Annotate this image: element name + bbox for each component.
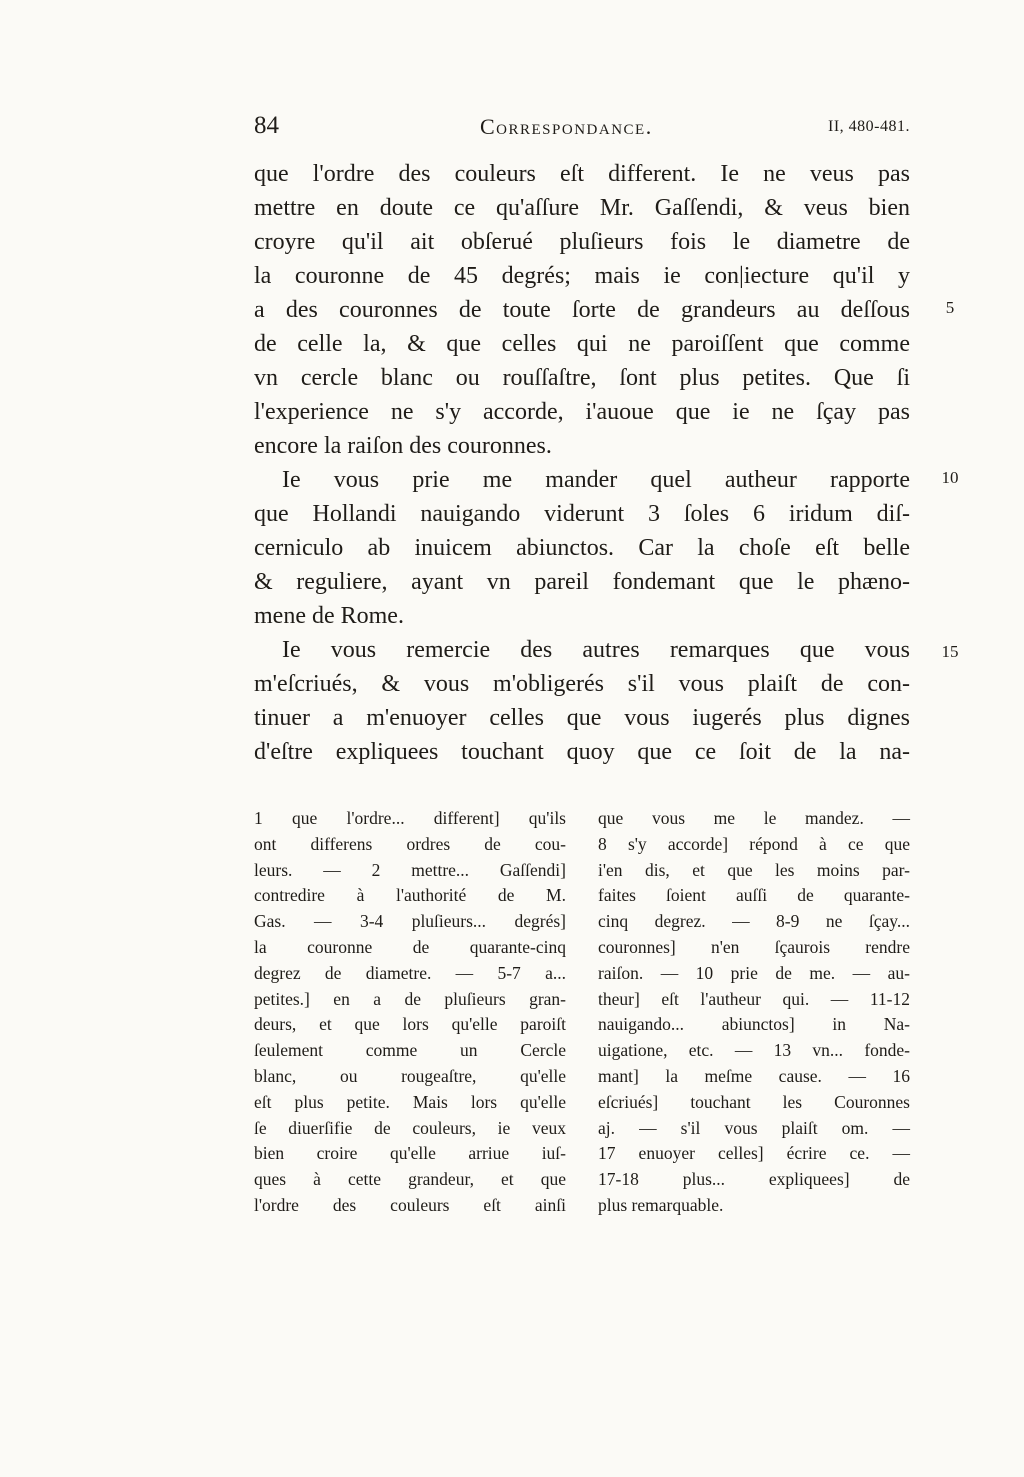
main-text-line: croyre qu'il ait obſerué pluſieurs fois le diametre de <box>254 229 910 255</box>
main-text-line: que Hollandi nauigando viderunt 3 ſoles 6 iridum diſ- <box>254 501 910 527</box>
main-text-line: encore la raiſon des couronnes. <box>254 433 552 459</box>
line-number: 5 <box>945 298 955 317</box>
note-line: ques à cette grandeur, et que <box>254 1169 566 1190</box>
note-line: aj. — s'il vous plaiſt om. — <box>598 1117 910 1138</box>
line-number: 15 <box>941 642 959 661</box>
note-line: faites ſoient auſſi de quarante- <box>598 885 910 906</box>
main-text-line: d'eſtre expliquees touchant quoy que ce ſoit de la na- <box>254 739 910 765</box>
main-text-line: Ie vous prie me mander quel autheur rapporte <box>282 467 910 493</box>
critical-apparatus <box>254 806 910 1226</box>
note-line: bien croire qu'elle arriue iuſ- <box>254 1143 566 1164</box>
main-text-line: tinuer a m'enuoyer celles que vous iugerés plus dignes <box>254 705 910 731</box>
note-line: l'ordre des couleurs eſt ainſi <box>254 1194 566 1215</box>
note-line: 17 enuoyer celles] écrire ce. — <box>598 1143 910 1164</box>
note-line: eſt plus petite. Mais lors qu'elle <box>254 1091 566 1112</box>
note-line: petites.] en a de pluſieurs gran- <box>254 988 566 1009</box>
note-line: blanc, ou rougeaſtre, qu'elle <box>254 1065 566 1086</box>
page-header <box>254 110 910 144</box>
note-line: mant] la meſme cause. — 16 <box>598 1065 910 1086</box>
note-line: que vous me le mandez. — <box>598 808 910 828</box>
note-line: uigatione, etc. — 13 vn... fonde- <box>598 1040 910 1061</box>
main-text-line: cerniculo ab inuicem abiunctos. Car la choſe eſt belle <box>254 535 910 561</box>
note-line: Gas. — 3-4 pluſieurs... degrés] <box>254 911 566 932</box>
note-line: raiſon. — 10 prie de me. — au- <box>598 962 910 983</box>
main-text-line: de celle la, & que celles qui ne paroiſſent que comme <box>254 331 910 357</box>
folio-reference: II, 480-481. <box>828 118 910 135</box>
note-line: ſeulement comme un Cercle <box>254 1040 566 1061</box>
note-line: contredire à l'authorité de M. <box>254 885 566 906</box>
note-line: nauigando... abiunctos] in Na- <box>598 1014 910 1035</box>
note-line: cinq degrez. — 8-9 ne ſçay... <box>598 911 910 932</box>
note-line: la couronne de quarante-cinq <box>254 936 566 957</box>
page-number: 84 <box>254 112 279 139</box>
main-text-line: la couronne de 45 degrés; mais ie con|iecture qu'il y <box>254 263 910 289</box>
main-text-line: l'experience ne s'y accorde, i'auoue que ie ne ſçay pas <box>254 399 910 425</box>
note-line: 17-18 plus... expliquees] de <box>598 1169 910 1190</box>
main-text-line: m'eſcriués, & vous m'obligerés s'il vous plaiſt de con- <box>254 671 910 697</box>
note-line: ſe diuerſifie de couleurs, ie veux <box>254 1117 566 1138</box>
main-text-line: que l'ordre des couleurs eſt different. Ie ne veus pas <box>254 161 910 187</box>
note-line: 8 s'y accorde] répond à ce que <box>598 833 910 854</box>
main-text <box>254 157 910 769</box>
main-text-line: Ie vous remercie des autres remarques que vous <box>282 637 910 663</box>
running-title: Correspondance. <box>480 114 653 139</box>
line-number: 10 <box>941 468 959 487</box>
note-line: theur] eſt l'autheur qui. — 11-12 <box>598 988 910 1009</box>
note-line: couronnes] n'en ſçaurois rendre <box>598 936 910 957</box>
notes-right-column <box>598 806 910 1219</box>
note-line: leurs. — 2 mettre... Gaſſendi] <box>254 859 566 880</box>
note-line: 1 que l'ordre... different] qu'ils <box>254 808 566 828</box>
note-line: ont differens ordres de cou- <box>254 833 566 854</box>
main-text-line: mene de Rome. <box>254 603 404 629</box>
note-line: i'en dis, et que les moins par- <box>598 859 910 880</box>
main-text-line: vn cercle blanc ou rouſſaſtre, ſont plus petites. Que ſi <box>254 365 910 391</box>
note-line: plus remarquable. <box>598 1194 724 1215</box>
note-line: eſcriués] touchant les Couronnes <box>598 1091 910 1112</box>
main-text-line: mettre en doute ce qu'aſſure Mr. Gaſſendi, & veus bien <box>254 195 910 221</box>
note-line: deurs, et que lors qu'elle paroiſt <box>254 1014 566 1035</box>
main-text-line: a des couronnes de toute ſorte de grandeurs au deſſous <box>254 297 910 323</box>
main-text-line: & reguliere, ayant vn pareil fondemant que le phæno- <box>254 569 910 595</box>
note-line: degrez de diametre. — 5-7 a... <box>254 962 566 983</box>
notes-left-column <box>254 806 566 1219</box>
